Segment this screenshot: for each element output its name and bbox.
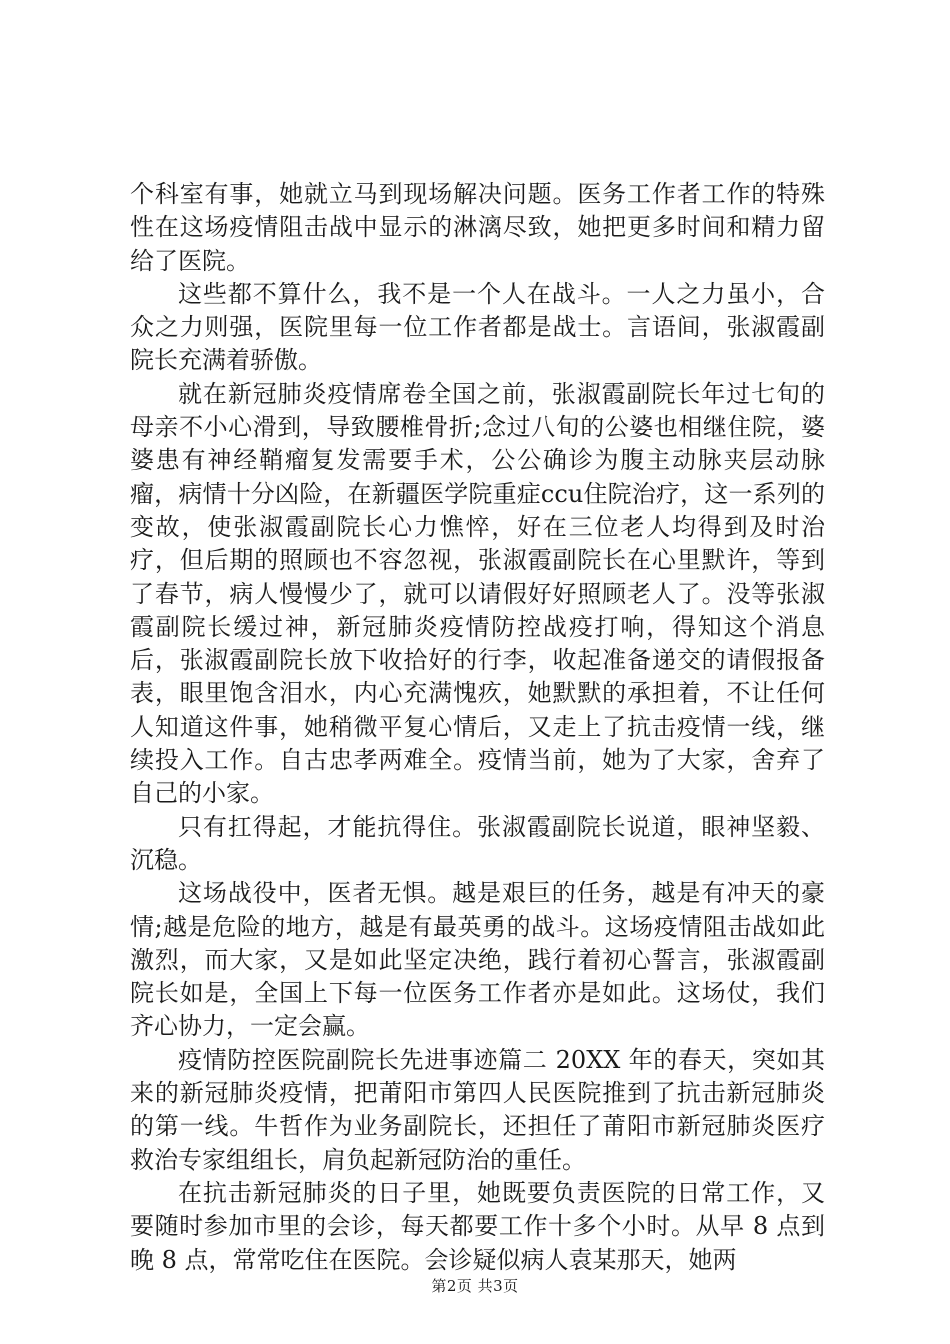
paragraph: 这场战役中，医者无惧。越是艰巨的任务，越是有冲天的豪情;越是危险的地方，越是有最英勇的战斗。这场疫情阻击战如此激烈，而大家，又是如此坚定决绝，践行着初心誓言，张淑霞副院长如是，全国上下每一位医务工作者亦是如此。这场仗，我们齐心协力，一定会赢。 — [130, 879, 825, 1041]
paragraph: 这些都不算什么，我不是一个人在战斗。一人之力虽小，合众之力则强，医院里每一位工作者都是战士。言语间，张淑霞副院长充满着骄傲。 — [130, 279, 825, 375]
paragraph: 就在新冠肺炎疫情席卷全国之前，张淑霞副院长年过七旬的母亲不小心滑到，导致腰椎骨折;念过八旬的公婆也相继住院，婆婆患有神经鞘瘤复发需要手术，公公确诊为腹主动脉夹层动脉瘤，病情十分凶险，在新疆医学院重症ccu住院治疗，这一系列的变故，使张淑霞副院长心力憔悴，好在三位老人均得到及时治疗，但后期的照顾也不容忽视，张淑霞副院长在心里默许，等到了春节，病人慢慢少了，就可以请假好好照顾老人了。没等张淑霞副院长缓过神，新冠肺炎疫情防控战疫打响，得知这个消息后，张淑霞副院长放下收拾好的行李，收起准备递交的请假报备表，眼里饱含泪水，内心充满愧疚，她默默的承担着，不让任何人知道这件事，她稍微平复心情后，又走上了抗击疫情一线，继续投入工作。自古忠孝两难全。疫情当前，她为了大家，舍弃了自己的小家。 — [130, 379, 825, 808]
paragraph: 只有扛得起，才能抗得住。张淑霞副院长说道，眼神坚毅、沉稳。 — [130, 812, 825, 874]
paragraph: 在抗击新冠肺炎的日子里，她既要负责医院的日常工作，又要随时参加市里的会诊，每天都要工作十多个小时。从早 8 点到晚 8 点，常常吃住在医院。会诊疑似病人袁某那天，她两 — [130, 1178, 825, 1274]
paragraph-continuation: 个科室有事，她就立马到现场解决问题。医务工作者工作的特殊性在这场疫情阻击战中显示的淋漓尽致，她把更多时间和精力留给了医院。 — [130, 180, 825, 275]
page-number-footer: 第2页 共3页 — [431, 1277, 519, 1295]
paragraph: 疫情防控医院副院长先进事迹篇二 20XX 年的春天，突如其来的新冠肺炎疫情，把莆阳市第四人民医院推到了抗击新冠肺炎的第一线。牛哲作为业务副院长，还担任了莆阳市新冠肺炎医疗救治专家组组长，肩负起新冠防治的重任。 — [130, 1045, 825, 1174]
document-body — [130, 178, 825, 1277]
